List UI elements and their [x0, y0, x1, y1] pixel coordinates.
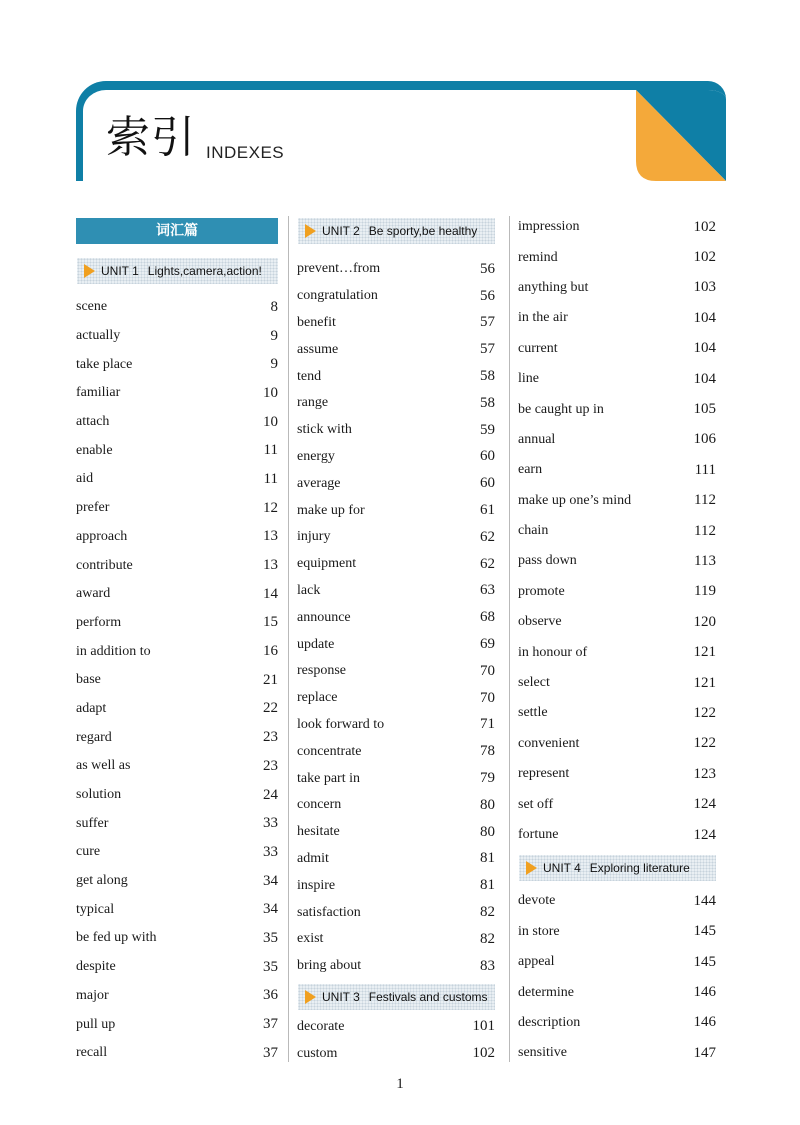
index-entry [518, 577, 716, 607]
index-entry [518, 917, 716, 947]
index-word: observe [518, 614, 562, 630]
index-entry [76, 293, 278, 322]
index-page-number: 56 [480, 287, 495, 304]
index-page-number: 146 [693, 984, 716, 1001]
index-word: enable [76, 442, 113, 458]
index-page-number: 145 [693, 953, 716, 970]
index-entry [76, 465, 278, 494]
triangle-bullet-icon [84, 264, 95, 278]
index-word: pull up [76, 1016, 116, 1032]
index-word: pass down [518, 553, 577, 569]
index-entry [518, 637, 716, 667]
index-word: major [76, 987, 109, 1003]
unit-title: Exploring literature [589, 861, 690, 876]
index-entry [518, 516, 716, 546]
index-entry [76, 523, 278, 552]
index-entry [76, 924, 278, 953]
index-word: actually [76, 328, 121, 344]
index-entry [297, 792, 495, 819]
index-entry [76, 781, 278, 810]
index-page-number: 14 [263, 585, 278, 602]
index-word: aid [76, 471, 94, 487]
index-word: injury [297, 529, 331, 545]
index-word: promote [518, 583, 565, 599]
index-page-number: 9 [270, 327, 278, 344]
index-page-number: 124 [693, 826, 716, 843]
index-word: hesitate [297, 824, 340, 840]
index-page-number: 121 [693, 674, 716, 691]
index-entry [297, 1014, 495, 1041]
index-entry [297, 899, 495, 926]
index-entry [76, 895, 278, 924]
index-page-number: 10 [263, 384, 278, 401]
index-word: convenient [518, 735, 580, 751]
index-page-number: 144 [693, 892, 716, 909]
index-page-number: 122 [693, 704, 716, 721]
index-page-number: 23 [263, 729, 278, 746]
index-word: annual [518, 431, 556, 447]
index-column-1 [76, 218, 278, 1068]
index-entry [297, 872, 495, 899]
unit-title: Lights,camera,action! [147, 264, 262, 278]
index-page-number: 104 [693, 309, 716, 326]
index-entry [518, 789, 716, 819]
index-page-number: 8 [270, 298, 278, 315]
index-entry [297, 444, 495, 471]
index-page-number: 101 [472, 1018, 495, 1035]
triangle-bullet-icon [305, 990, 316, 1004]
index-page-number: 105 [693, 401, 716, 418]
index-page-number: 9 [270, 356, 278, 373]
index-page-number: 102 [693, 218, 716, 235]
index-page-number: 145 [693, 923, 716, 940]
index-entry [76, 666, 278, 695]
index-word: bring about [297, 958, 362, 974]
index-entry [297, 765, 495, 792]
index-page-number: 22 [263, 700, 278, 717]
index-page-number: 69 [480, 636, 495, 653]
index-page-number: 16 [263, 643, 278, 660]
unit-header-3 [298, 984, 495, 1010]
index-entry [76, 695, 278, 724]
index-entry [518, 425, 716, 455]
unit-header-4 [519, 855, 716, 881]
index-entry [297, 551, 495, 578]
index-entry [297, 846, 495, 873]
index-word: settle [518, 705, 548, 721]
index-entry [76, 953, 278, 982]
index-page-number: 120 [693, 613, 716, 630]
unit-title: Be sporty,be healthy [368, 224, 478, 238]
index-page-number: 21 [263, 671, 278, 688]
index-entry [297, 819, 495, 846]
unit-label: UNIT 2 [322, 224, 360, 238]
index-entry [76, 752, 278, 781]
index-word: earn [518, 462, 543, 478]
index-word: in honour of [518, 644, 588, 660]
unit-header-2 [298, 218, 495, 244]
index-word: award [76, 586, 111, 602]
index-word: decorate [297, 1018, 345, 1034]
index-list [518, 212, 716, 850]
index-word: set off [518, 796, 554, 812]
index-page-number: 37 [263, 1044, 278, 1061]
index-word: custom [297, 1045, 338, 1061]
index-page-number: 71 [480, 716, 495, 733]
index-word: be caught up in [518, 401, 604, 417]
index-word: regard [76, 729, 112, 745]
index-word: devote [518, 893, 556, 909]
index-page-number: 59 [480, 421, 495, 438]
unit-label: UNIT 4 [543, 861, 581, 876]
index-word: energy [297, 448, 335, 464]
index-entry [76, 551, 278, 580]
index-word: solution [76, 787, 122, 803]
index-word: approach [76, 528, 128, 544]
index-word: range [297, 395, 329, 411]
index-entry [76, 379, 278, 408]
index-word: cure [76, 844, 101, 860]
index-entry [297, 470, 495, 497]
index-word: fortune [518, 827, 559, 842]
index-entry [297, 256, 495, 283]
index-entry [76, 1039, 278, 1068]
index-page-number: 104 [693, 370, 716, 387]
index-page-number: 58 [480, 394, 495, 411]
index-word: take place [76, 356, 133, 372]
index-page-number: 82 [480, 904, 495, 921]
index-entry [297, 738, 495, 765]
index-word: appeal [518, 954, 555, 970]
index-page-number: 124 [693, 796, 716, 813]
index-word: select [518, 675, 550, 691]
index-page-number: 103 [693, 279, 716, 296]
index-page-number: 83 [480, 957, 495, 974]
triangle-bullet-icon [305, 224, 316, 238]
index-page-number: 10 [263, 413, 278, 430]
unit-header-1 [77, 258, 278, 284]
column-divider [288, 216, 289, 1062]
index-page-number: 57 [480, 341, 495, 358]
index-entry [297, 497, 495, 524]
section-title: 词汇篇 [76, 218, 278, 244]
index-entry [76, 322, 278, 351]
index-entry [297, 631, 495, 658]
index-page-number: 23 [263, 757, 278, 774]
index-entry [518, 546, 716, 576]
index-page-number: 24 [263, 786, 278, 803]
index-word: current [518, 340, 558, 356]
index-entry [518, 759, 716, 789]
index-page-number: 119 [694, 583, 716, 600]
index-word: contribute [76, 557, 133, 573]
index-word: familiar [76, 385, 121, 401]
index-entry [518, 1008, 716, 1038]
index-word: prevent…from [297, 261, 381, 277]
index-page-number: 70 [480, 689, 495, 706]
index-entry [297, 390, 495, 417]
index-page-number: 81 [480, 877, 495, 894]
page-title: 索引 [106, 112, 196, 163]
index-page-number: 34 [263, 901, 278, 918]
index-word: average [297, 475, 341, 491]
index-page-number: 15 [263, 614, 278, 631]
index-entry [297, 283, 495, 310]
index-word: be fed up with [76, 930, 157, 946]
index-entry [518, 394, 716, 424]
index-word: in the air [518, 310, 568, 326]
index-entry [297, 658, 495, 685]
index-entry [297, 363, 495, 390]
index-entry [76, 723, 278, 752]
index-entry [297, 524, 495, 551]
index-page-number: 62 [480, 528, 495, 545]
index-word: take part in [297, 770, 360, 786]
index-page-number: 12 [263, 499, 278, 516]
index-word: congratulation [297, 288, 378, 304]
index-page-number: 11 [263, 442, 278, 459]
index-entry [518, 273, 716, 303]
index-word: announce [297, 609, 351, 625]
index-entry [76, 982, 278, 1011]
index-word: represent [518, 766, 570, 782]
index-entry [76, 609, 278, 638]
index-entry [76, 580, 278, 609]
index-entry [518, 820, 716, 850]
index-entry [76, 809, 278, 838]
index-entry [518, 607, 716, 637]
index-page-number: 102 [693, 249, 716, 266]
index-list [76, 293, 278, 1068]
index-page-number: 33 [263, 815, 278, 832]
index-entry [518, 364, 716, 394]
index-word: in addition to [76, 643, 151, 659]
index-word: update [297, 636, 335, 652]
index-word: determine [518, 984, 574, 1000]
index-page-number: 79 [480, 770, 495, 787]
index-word: attach [76, 414, 110, 430]
index-word: in store [518, 923, 560, 939]
index-list [297, 1014, 495, 1068]
unit-label: UNIT 1 [101, 264, 139, 278]
index-word: concentrate [297, 743, 362, 759]
index-entry [76, 436, 278, 465]
index-page-number: 11 [263, 470, 278, 487]
index-word: stick with [297, 422, 352, 438]
index-word: scene [76, 299, 108, 315]
index-entry [76, 867, 278, 896]
index-word: sensitive [518, 1045, 567, 1061]
index-word: recall [76, 1045, 108, 1061]
index-entry [297, 310, 495, 337]
index-word: perform [76, 614, 122, 630]
triangle-bullet-icon [526, 861, 537, 875]
index-entry [297, 1040, 495, 1067]
index-page-number: 62 [480, 555, 495, 572]
index-entry [297, 604, 495, 631]
index-column-3 [518, 218, 716, 1069]
index-page-number: 106 [693, 431, 716, 448]
index-word: suffer [76, 815, 109, 831]
index-entry [297, 926, 495, 953]
index-page-number: 56 [480, 260, 495, 277]
index-column-2 [297, 218, 495, 1067]
index-word: exist [297, 931, 324, 947]
index-word: concern [297, 797, 342, 813]
index-page-number: 78 [480, 743, 495, 760]
index-word: look forward to [297, 716, 385, 732]
index-page-number: 37 [263, 1016, 278, 1033]
index-page-number: 68 [480, 609, 495, 626]
index-page-number: 82 [480, 930, 495, 947]
index-entry [297, 953, 495, 980]
index-word: response [297, 663, 346, 679]
index-page-number: 13 [263, 528, 278, 545]
index-page-number: 57 [480, 314, 495, 331]
index-entry [518, 1038, 716, 1068]
index-entry [518, 242, 716, 272]
index-word: as well as [76, 758, 131, 774]
index-entry [297, 685, 495, 712]
index-word: impression [518, 219, 580, 235]
index-page-number: 70 [480, 662, 495, 679]
index-entry [297, 417, 495, 444]
unit-title: Festivals and customs [368, 989, 488, 1004]
index-word: despite [76, 959, 116, 975]
index-list [297, 256, 495, 980]
index-entry [76, 838, 278, 867]
index-page-number: 81 [480, 850, 495, 867]
index-page-number: 113 [694, 552, 716, 569]
index-page-number: 58 [480, 368, 495, 385]
index-page-number: 146 [693, 1014, 716, 1031]
index-page-number: 34 [263, 872, 278, 889]
index-entry [76, 1010, 278, 1039]
index-word: assume [297, 341, 339, 357]
index-word: prefer [76, 500, 110, 516]
index-entry [518, 729, 716, 759]
index-page-number: 147 [693, 1044, 716, 1061]
index-entry [518, 486, 716, 516]
index-page-number: 104 [693, 340, 716, 357]
index-page-number: 36 [263, 987, 278, 1004]
index-entry [76, 408, 278, 437]
index-page-number: 102 [472, 1045, 495, 1062]
index-entry [76, 637, 278, 666]
index-word: chain [518, 523, 549, 539]
index-page-number: 33 [263, 843, 278, 860]
index-word: satisfaction [297, 904, 361, 920]
index-page-number: 80 [480, 823, 495, 840]
index-page-number: 35 [263, 929, 278, 946]
index-page-number: 121 [693, 644, 716, 661]
index-word: replace [297, 690, 338, 706]
index-page-number: 80 [480, 796, 495, 813]
index-page-number: 112 [694, 522, 716, 539]
page-number: 1 [396, 1076, 404, 1092]
index-page-number: 60 [480, 475, 495, 492]
index-entry [518, 303, 716, 333]
index-word: line [518, 371, 539, 387]
index-page-number: 122 [693, 735, 716, 752]
index-entry [518, 947, 716, 977]
index-page-number: 123 [693, 765, 716, 782]
index-word: make up for [297, 502, 365, 518]
index-word: remind [518, 249, 558, 265]
index-list [518, 886, 716, 1068]
index-page-number: 35 [263, 958, 278, 975]
index-word: inspire [297, 877, 336, 893]
index-entry [297, 336, 495, 363]
index-word: lack [297, 582, 321, 598]
index-page-number: 13 [263, 557, 278, 574]
index-page-number: 63 [480, 582, 495, 599]
index-entry [518, 977, 716, 1007]
column-divider [509, 216, 510, 1062]
index-page-number: 112 [694, 492, 716, 509]
index-word: benefit [297, 314, 336, 330]
index-entry [76, 350, 278, 379]
index-entry [297, 578, 495, 605]
index-word: base [76, 672, 101, 688]
index-word: adapt [76, 700, 107, 716]
index-word: admit [297, 850, 329, 866]
corner-decoration [636, 90, 726, 181]
index-entry [297, 712, 495, 739]
index-entry [518, 886, 716, 916]
index-page-number: 61 [480, 502, 495, 519]
page-subtitle: INDEXES [206, 143, 285, 162]
index-entry [518, 698, 716, 728]
index-entry [518, 455, 716, 485]
index-word: equipment [297, 556, 357, 572]
index-word: make up one’s mind [518, 492, 632, 508]
index-word: anything but [518, 279, 589, 295]
unit-label: UNIT 3 [322, 989, 360, 1004]
index-page-number: 60 [480, 448, 495, 465]
index-word: typical [76, 901, 115, 917]
index-entry [76, 494, 278, 523]
index-word: description [518, 1014, 581, 1030]
index-page-number: 111 [694, 461, 716, 478]
index-word: tend [297, 368, 322, 384]
index-entry [518, 668, 716, 698]
index-word: get along [76, 873, 128, 889]
index-entry [518, 212, 716, 242]
index-entry [518, 334, 716, 364]
